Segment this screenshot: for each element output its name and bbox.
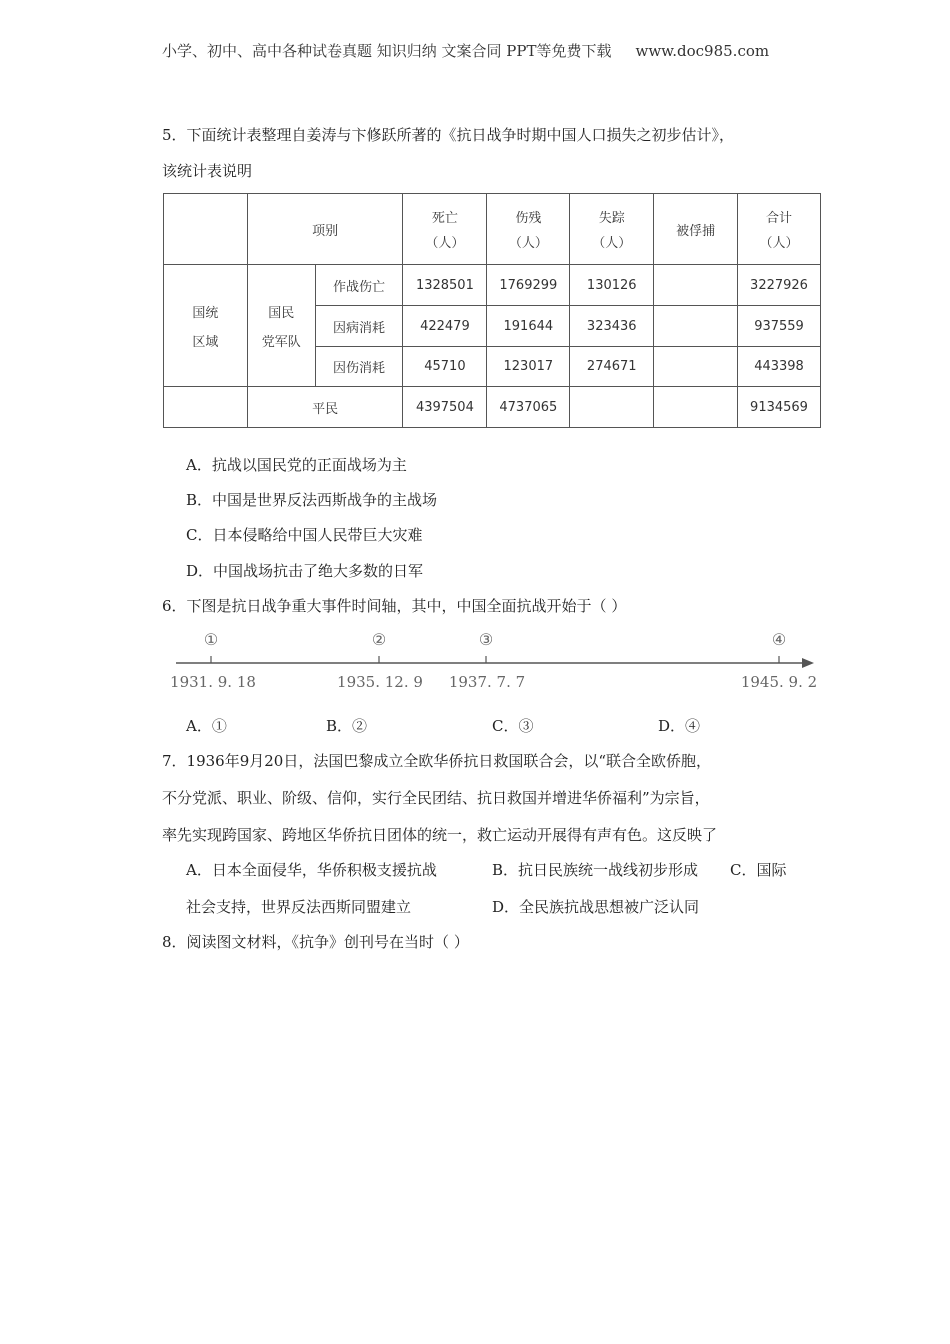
q5-option-b[interactable]: B．中国是世界反法西斯战争的主战场 [186, 491, 438, 509]
row-label-wounds: 因伤消耗 [315, 347, 403, 387]
timeline-marker: ② [371, 630, 387, 649]
col-header-captured: 被俘捕 [654, 194, 738, 265]
table-cell: 9134569 [738, 387, 821, 428]
q5-stem-line1: 5．下面统计表整理自姜涛与卞修跃所著的《抗日战争时期中国人口损失之初步估计》， [162, 126, 735, 144]
q5-option-d[interactable]: D．中国战场抗击了绝大多数的日军 [186, 562, 424, 580]
timeline-svg [160, 625, 830, 695]
table-cell: 1769299 [487, 265, 570, 306]
timeline-arrow-icon [802, 658, 814, 668]
table-cell: 937559 [738, 306, 821, 347]
q8-stem: 8．阅读图文材料，《抗争》创刊号在当时（ ） [162, 933, 469, 951]
table-cell [654, 387, 738, 428]
q6-stem: 6．下图是抗日战争重大事件时间轴，其中，中国全面抗战开始于（ ） [162, 597, 627, 615]
col-header-disabled: 伤残 （人） [487, 194, 570, 265]
q7-option-c-continued[interactable]: 社会支持，世界反法西斯同盟建立 [186, 898, 412, 916]
table-cell: 3227926 [738, 265, 821, 306]
army-cell: 国民 党军队 [247, 265, 315, 387]
q7-stem-line3: 率先实现跨国家、跨地区华侨抗日团体的统一，救亡运动开展得有声有色。这反映了 [162, 826, 718, 844]
col-header-death: 死亡 （人） [403, 194, 487, 265]
timeline-marker: ③ [478, 630, 494, 649]
casualty-table [163, 193, 821, 428]
table-cell: 123017 [487, 347, 570, 387]
row-label-combat: 作战伤亡 [315, 265, 403, 306]
q6-option-b[interactable]: B．② [326, 717, 368, 735]
table-corner-cell [164, 194, 248, 265]
row-label-civilian: 平民 [247, 387, 403, 428]
table-cell: 443398 [738, 347, 821, 387]
table-cell: 4397504 [403, 387, 487, 428]
table-cell: 274671 [570, 347, 654, 387]
table-cell [654, 265, 738, 306]
col-header-total: 合计 （人） [738, 194, 821, 265]
q7-option-b[interactable]: B．抗日民族统一战线初步形成 [492, 861, 699, 879]
table-cell: 45710 [403, 347, 487, 387]
table-cell: 1328501 [403, 265, 487, 306]
q7-stem-line1: 7．1936年9月20日，法国巴黎成立全欧华侨抗日救国联合会，以“联合全欧侨胞， [162, 752, 712, 770]
timeline-marker: ① [203, 630, 219, 649]
q7-stem-line2: 不分党派、职业、阶级、信仰，实行全民团结、抗日救国并增进华侨福利”为宗旨， [162, 789, 710, 807]
timeline-date: 1935. 12. 9 [337, 673, 423, 691]
civilian-empty-cell [164, 387, 248, 428]
q6-option-d[interactable]: D．④ [658, 717, 701, 735]
header-text: 小学、初中、高中各种试卷真题 知识归纳 文案合同 PPT等免费下载 [162, 42, 612, 60]
q7-option-c[interactable]: C．国际 [730, 861, 787, 879]
q6-option-a[interactable]: A．① [186, 717, 227, 735]
col-header-missing: 失踪 （人） [570, 194, 654, 265]
row-label-illness: 因病消耗 [315, 306, 403, 347]
table-cell: 422479 [403, 306, 487, 347]
q5-option-c[interactable]: C．日本侵略给中国人民带巨大灾难 [186, 526, 423, 544]
page-header [162, 40, 769, 61]
q5-option-a[interactable]: A．抗战以国民党的正面战场为主 [186, 456, 407, 474]
region-cell: 国统 区域 [164, 265, 248, 387]
q6-option-c[interactable]: C．③ [492, 717, 534, 735]
table-cell: 323436 [570, 306, 654, 347]
table-cell: 191644 [487, 306, 570, 347]
table-cell [654, 306, 738, 347]
timeline-date: 1945. 9. 2 [740, 673, 818, 691]
table-cell [654, 347, 738, 387]
timeline-date: 1937. 7. 7 [448, 673, 526, 691]
timeline-date: 1931. 9. 18 [170, 673, 256, 691]
q7-option-a[interactable]: A．日本全面侵华，华侨积极支援抗战 [186, 861, 437, 879]
timeline [160, 625, 830, 695]
header-site: www.doc985.com [635, 42, 770, 60]
table-cell: 4737065 [487, 387, 570, 428]
table-cell: 130126 [570, 265, 654, 306]
q7-option-d[interactable]: D．全民族抗战思想被广泛认同 [492, 898, 700, 916]
q5-stem-line2: 该统计表说明 [162, 162, 253, 180]
table-cell [570, 387, 654, 428]
timeline-marker: ④ [771, 630, 787, 649]
item-header: 项别 [247, 194, 403, 265]
